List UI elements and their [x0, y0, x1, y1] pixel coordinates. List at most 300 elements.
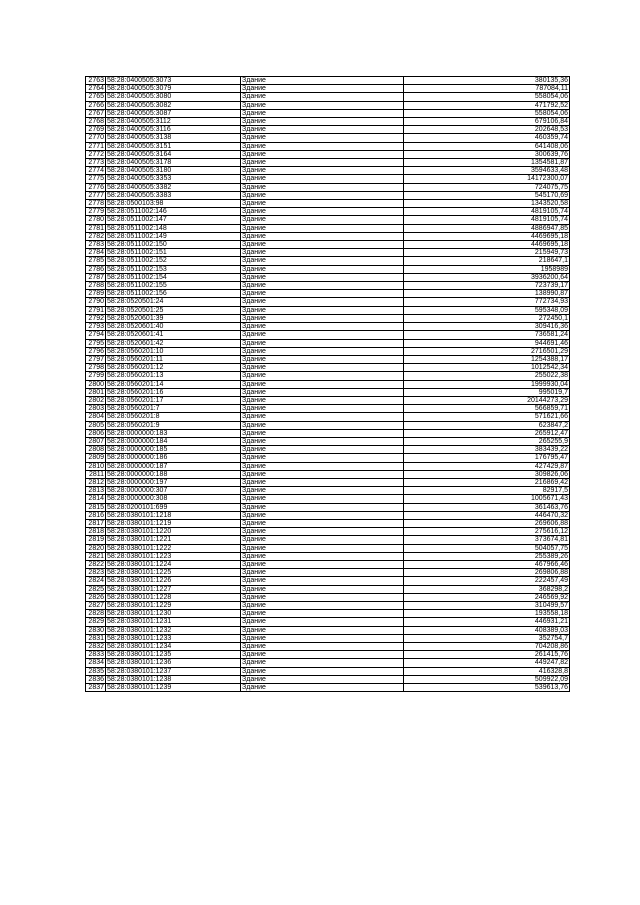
row-number-cell: 2837 — [86, 684, 106, 692]
cadastral-value-cell: 545170,69 — [404, 191, 570, 199]
object-type-cell: Здание — [241, 323, 404, 331]
table-row — [86, 134, 570, 142]
cadastral-number-cell: 58:28:0380101:1226 — [106, 577, 241, 585]
object-type-cell: Здание — [241, 675, 404, 683]
object-type-cell: Здание — [241, 421, 404, 429]
cadastral-number-cell: 58:28:0380101:1229 — [106, 602, 241, 610]
cadastral-value-cell: 1005671,43 — [404, 495, 570, 503]
object-type-cell: Здание — [241, 560, 404, 568]
cadastral-number-cell: 58:28:0560201:17 — [106, 396, 241, 404]
object-type-cell: Здание — [241, 142, 404, 150]
row-number-cell: 2806 — [86, 429, 106, 437]
table-row — [86, 273, 570, 281]
table-row — [86, 339, 570, 347]
cadastral-value-cell: 272450,1 — [404, 314, 570, 322]
table-row — [86, 208, 570, 216]
table-row — [86, 643, 570, 651]
cadastral-number-cell: 58:28:0511002:153 — [106, 265, 241, 273]
table-row — [86, 282, 570, 290]
cadastral-number-cell: 58:28:0560201:9 — [106, 421, 241, 429]
table-row — [86, 536, 570, 544]
row-number-cell: 2766 — [86, 101, 106, 109]
cadastral-number-cell: 58:28:0380101:1222 — [106, 544, 241, 552]
cadastral-number-cell: 58:28:0000000:185 — [106, 446, 241, 454]
object-type-cell: Здание — [241, 306, 404, 314]
cadastral-value-cell: 176795,47 — [404, 454, 570, 462]
object-type-cell: Здание — [241, 602, 404, 610]
object-type-cell: Здание — [241, 667, 404, 675]
object-type-cell: Здание — [241, 651, 404, 659]
cadastral-value-cell: 995019,7 — [404, 388, 570, 396]
object-type-cell: Здание — [241, 290, 404, 298]
object-type-cell: Здание — [241, 282, 404, 290]
object-type-cell: Здание — [241, 429, 404, 437]
cadastral-value-cell: 724075,75 — [404, 183, 570, 191]
object-type-cell: Здание — [241, 167, 404, 175]
cadastral-number-cell: 58:28:0520601:41 — [106, 331, 241, 339]
table-row — [86, 421, 570, 429]
cadastral-number-cell: 58:28:0520501:24 — [106, 298, 241, 306]
object-type-cell: Здание — [241, 200, 404, 208]
cadastral-value-cell: 269806,88 — [404, 569, 570, 577]
cadastral-number-cell: 58:28:0380101:1227 — [106, 585, 241, 593]
cadastral-value-cell: 216869,42 — [404, 478, 570, 486]
cadastral-value-cell: 416328,8 — [404, 667, 570, 675]
cadastral-value-cell: 275616,12 — [404, 528, 570, 536]
cadastral-number-cell: 58:28:0511002:151 — [106, 249, 241, 257]
cadastral-number-cell: 58:28:0000000:187 — [106, 462, 241, 470]
cadastral-value-cell: 383439,22 — [404, 446, 570, 454]
object-type-cell: Здание — [241, 396, 404, 404]
cadastral-value-cell: 1354581,87 — [404, 159, 570, 167]
cadastral-value-cell: 571621,66 — [404, 413, 570, 421]
object-type-cell: Здание — [241, 101, 404, 109]
cadastral-number-cell: 58:28:0400505:3087 — [106, 109, 241, 117]
table-row — [86, 503, 570, 511]
row-number-cell: 2810 — [86, 462, 106, 470]
table-row — [86, 175, 570, 183]
row-number-cell: 2790 — [86, 298, 106, 306]
object-type-cell: Здание — [241, 109, 404, 117]
row-number-cell: 2796 — [86, 347, 106, 355]
row-number-cell: 2772 — [86, 150, 106, 158]
object-type-cell: Здание — [241, 511, 404, 519]
table-row — [86, 306, 570, 314]
row-number-cell: 2807 — [86, 437, 106, 445]
cadastral-value-cell: 215949,73 — [404, 249, 570, 257]
cadastral-value-cell: 309416,36 — [404, 323, 570, 331]
cadastral-number-cell: 58:28:0380101:1220 — [106, 528, 241, 536]
row-number-cell: 2825 — [86, 585, 106, 593]
cadastral-value-cell: 787084,11 — [404, 85, 570, 93]
object-type-cell: Здание — [241, 380, 404, 388]
table-row — [86, 684, 570, 692]
table-row — [86, 519, 570, 527]
cadastral-number-cell: 58:28:0511002:156 — [106, 290, 241, 298]
row-number-cell: 2826 — [86, 593, 106, 601]
object-type-cell: Здание — [241, 273, 404, 281]
table-row — [86, 331, 570, 339]
cadastral-value-cell: 1012542,34 — [404, 364, 570, 372]
table-row — [86, 560, 570, 568]
object-type-cell: Здание — [241, 339, 404, 347]
cadastral-value-cell: 595348,09 — [404, 306, 570, 314]
cadastral-number-cell: 58:28:0560201:11 — [106, 355, 241, 363]
table-row — [86, 380, 570, 388]
cadastral-number-cell: 58:28:0000000:183 — [106, 429, 241, 437]
cadastral-number-cell: 58:28:0000000:307 — [106, 487, 241, 495]
table-row — [86, 364, 570, 372]
cadastral-value-cell: 504057,75 — [404, 544, 570, 552]
cadastral-value-cell: 509922,09 — [404, 675, 570, 683]
cadastral-number-cell: 58:28:0560201:7 — [106, 405, 241, 413]
row-number-cell: 2811 — [86, 470, 106, 478]
row-number-cell: 2801 — [86, 388, 106, 396]
cadastral-value-cell: 4469695,18 — [404, 232, 570, 240]
row-number-cell: 2816 — [86, 511, 106, 519]
object-type-cell: Здание — [241, 208, 404, 216]
row-number-cell: 2768 — [86, 118, 106, 126]
cadastral-value-cell: 82917,5 — [404, 487, 570, 495]
cadastral-number-cell: 58:28:0380101:1225 — [106, 569, 241, 577]
row-number-cell: 2814 — [86, 495, 106, 503]
object-type-cell: Здание — [241, 470, 404, 478]
cadastral-number-cell: 58:28:0000000:186 — [106, 454, 241, 462]
cadastral-value-cell: 944691,46 — [404, 339, 570, 347]
object-type-cell: Здание — [241, 216, 404, 224]
cadastral-value-cell: 255022,38 — [404, 372, 570, 380]
table-row — [86, 593, 570, 601]
object-type-cell: Здание — [241, 355, 404, 363]
table-row — [86, 454, 570, 462]
object-type-cell: Здание — [241, 314, 404, 322]
row-number-cell: 2763 — [86, 77, 106, 85]
cadastral-value-cell: 14172300,07 — [404, 175, 570, 183]
table-row — [86, 659, 570, 667]
table-row — [86, 109, 570, 117]
table-row — [86, 85, 570, 93]
row-number-cell: 2782 — [86, 232, 106, 240]
cadastral-number-cell: 58:28:0380101:1228 — [106, 593, 241, 601]
table-row — [86, 290, 570, 298]
table-row — [86, 118, 570, 126]
cadastral-number-cell: 58:28:0380101:1235 — [106, 651, 241, 659]
table-row — [86, 528, 570, 536]
object-type-cell: Здание — [241, 372, 404, 380]
cadastral-value-cell: 222457,49 — [404, 577, 570, 585]
cadastral-number-cell: 58:28:0511002:152 — [106, 257, 241, 265]
cadastral-value-cell: 310499,57 — [404, 602, 570, 610]
table-row — [86, 224, 570, 232]
cadastral-number-cell: 58:28:0560201:10 — [106, 347, 241, 355]
object-type-cell: Здание — [241, 569, 404, 577]
cadastral-value-cell: 427429,87 — [404, 462, 570, 470]
row-number-cell: 2785 — [86, 257, 106, 265]
cadastral-number-cell: 58:28:0380101:1230 — [106, 610, 241, 618]
table-row — [86, 232, 570, 240]
cadastral-value-cell: 723739,17 — [404, 282, 570, 290]
object-type-cell: Здание — [241, 577, 404, 585]
row-number-cell: 2829 — [86, 618, 106, 626]
object-type-cell: Здание — [241, 503, 404, 511]
cadastral-value-cell: 1999930,04 — [404, 380, 570, 388]
cadastral-number-cell: 58:28:0380101:1233 — [106, 634, 241, 642]
cadastral-value-cell: 3936200,64 — [404, 273, 570, 281]
object-type-cell: Здание — [241, 536, 404, 544]
cadastral-value-cell: 623847,2 — [404, 421, 570, 429]
cadastral-number-cell: 58:28:0400505:3151 — [106, 142, 241, 150]
row-number-cell: 2836 — [86, 675, 106, 683]
row-number-cell: 2777 — [86, 191, 106, 199]
object-type-cell: Здание — [241, 684, 404, 692]
table-row — [86, 372, 570, 380]
cadastral-number-cell: 58:28:0560201:13 — [106, 372, 241, 380]
row-number-cell: 2833 — [86, 651, 106, 659]
table-row — [86, 388, 570, 396]
cadastral-value-cell: 3594633,48 — [404, 167, 570, 175]
cadastral-number-cell: 58:28:0511002:148 — [106, 224, 241, 232]
row-number-cell: 2820 — [86, 544, 106, 552]
cadastral-value-cell: 20144273,29 — [404, 396, 570, 404]
row-number-cell: 2821 — [86, 552, 106, 560]
object-type-cell: Здание — [241, 85, 404, 93]
row-number-cell: 2818 — [86, 528, 106, 536]
object-type-cell: Здание — [241, 446, 404, 454]
cadastral-number-cell: 58:28:0000000:308 — [106, 495, 241, 503]
object-type-cell: Здание — [241, 191, 404, 199]
table-row — [86, 626, 570, 634]
cadastral-value-cell: 772734,93 — [404, 298, 570, 306]
row-number-cell: 2767 — [86, 109, 106, 117]
cadastral-number-cell: 58:28:0400505:3080 — [106, 93, 241, 101]
row-number-cell: 2812 — [86, 478, 106, 486]
object-type-cell: Здание — [241, 232, 404, 240]
row-number-cell: 2798 — [86, 364, 106, 372]
table-row — [86, 355, 570, 363]
row-number-cell: 2808 — [86, 446, 106, 454]
cadastral-number-cell: 58:28:0511002:147 — [106, 216, 241, 224]
object-type-cell: Здание — [241, 519, 404, 527]
cadastral-value-cell: 558054,06 — [404, 93, 570, 101]
cadastral-value-cell: 558054,06 — [404, 109, 570, 117]
row-number-cell: 2799 — [86, 372, 106, 380]
row-number-cell: 2834 — [86, 659, 106, 667]
cadastral-value-cell: 408389,03 — [404, 626, 570, 634]
row-number-cell: 2828 — [86, 610, 106, 618]
row-number-cell: 2781 — [86, 224, 106, 232]
cadastral-number-cell: 58:28:0380101:1223 — [106, 552, 241, 560]
cadastral-number-cell: 58:28:0380101:1224 — [106, 560, 241, 568]
cadastral-value-cell: 4886947,85 — [404, 224, 570, 232]
object-type-cell: Здание — [241, 495, 404, 503]
table-row — [86, 446, 570, 454]
row-number-cell: 2764 — [86, 85, 106, 93]
table-row — [86, 101, 570, 109]
object-type-cell: Здание — [241, 134, 404, 142]
cadastral-value-cell: 1343520,58 — [404, 200, 570, 208]
cadastral-number-cell: 58:28:0400505:3383 — [106, 191, 241, 199]
cadastral-number-cell: 58:28:0560201:8 — [106, 413, 241, 421]
table-row — [86, 634, 570, 642]
table-row — [86, 437, 570, 445]
row-number-cell: 2787 — [86, 273, 106, 281]
cadastral-number-cell: 58:28:0380101:1239 — [106, 684, 241, 692]
object-type-cell: Здание — [241, 364, 404, 372]
cadastral-number-cell: 58:28:0380101:1237 — [106, 667, 241, 675]
row-number-cell: 2779 — [86, 208, 106, 216]
object-type-cell: Здание — [241, 405, 404, 413]
cadastral-value-cell: 138990,87 — [404, 290, 570, 298]
object-type-cell: Здание — [241, 643, 404, 651]
cadastral-number-cell: 58:28:0400505:3138 — [106, 134, 241, 142]
cadastral-value-cell: 736581,24 — [404, 331, 570, 339]
cadastral-number-cell: 58:28:0400505:3178 — [106, 159, 241, 167]
cadastral-number-cell: 58:28:0380101:1219 — [106, 519, 241, 527]
table-row — [86, 478, 570, 486]
row-number-cell: 2819 — [86, 536, 106, 544]
table-row — [86, 241, 570, 249]
row-number-cell: 2831 — [86, 634, 106, 642]
cadastral-value-cell: 2716501,29 — [404, 347, 570, 355]
cadastral-value-cell: 265255,9 — [404, 437, 570, 445]
object-type-cell: Здание — [241, 77, 404, 85]
cadastral-number-cell: 58:28:0400505:3164 — [106, 150, 241, 158]
table-row — [86, 159, 570, 167]
row-number-cell: 2804 — [86, 413, 106, 421]
object-type-cell: Здание — [241, 593, 404, 601]
cadastral-value-cell: 261415,76 — [404, 651, 570, 659]
row-number-cell: 2809 — [86, 454, 106, 462]
cadastral-value-cell: 265912,47 — [404, 429, 570, 437]
cadastral-value-cell: 380135,36 — [404, 77, 570, 85]
cadastral-number-cell: 58:28:0500103:98 — [106, 200, 241, 208]
cadastral-value-cell: 269606,88 — [404, 519, 570, 527]
table-row — [86, 257, 570, 265]
row-number-cell: 2803 — [86, 405, 106, 413]
table-row — [86, 487, 570, 495]
row-number-cell: 2823 — [86, 569, 106, 577]
table-row — [86, 191, 570, 199]
row-number-cell: 2771 — [86, 142, 106, 150]
row-number-cell: 2817 — [86, 519, 106, 527]
cadastral-number-cell: 58:28:0400505:3073 — [106, 77, 241, 85]
object-type-cell: Здание — [241, 528, 404, 536]
table-row — [86, 429, 570, 437]
cadastral-number-cell: 58:28:0520601:40 — [106, 323, 241, 331]
object-type-cell: Здание — [241, 462, 404, 470]
cadastral-number-cell: 58:28:0400505:3353 — [106, 175, 241, 183]
cadastral-value-cell: 566859,71 — [404, 405, 570, 413]
table-row — [86, 667, 570, 675]
row-number-cell: 2769 — [86, 126, 106, 134]
object-type-cell: Здание — [241, 150, 404, 158]
row-number-cell: 2805 — [86, 421, 106, 429]
table-row — [86, 618, 570, 626]
table-row — [86, 323, 570, 331]
cadastral-number-cell: 58:28:0511002:154 — [106, 273, 241, 281]
cadastral-number-cell: 58:28:0511002:146 — [106, 208, 241, 216]
cadastral-number-cell: 58:28:0560201:16 — [106, 388, 241, 396]
row-number-cell: 2784 — [86, 249, 106, 257]
table-row — [86, 150, 570, 158]
cadastral-number-cell: 58:28:0000000:197 — [106, 478, 241, 486]
object-type-cell: Здание — [241, 183, 404, 191]
cadastral-number-cell: 58:28:0380101:1232 — [106, 626, 241, 634]
object-type-cell: Здание — [241, 552, 404, 560]
cadastral-value-cell: 539613,76 — [404, 684, 570, 692]
table-row — [86, 298, 570, 306]
table-row — [86, 569, 570, 577]
table-row — [86, 577, 570, 585]
object-type-cell: Здание — [241, 413, 404, 421]
cadastral-number-cell: 58:28:0380101:1218 — [106, 511, 241, 519]
object-type-cell: Здание — [241, 93, 404, 101]
cadastral-value-cell: 704208,86 — [404, 643, 570, 651]
table-row — [86, 200, 570, 208]
table-row — [86, 142, 570, 150]
row-number-cell: 2830 — [86, 626, 106, 634]
row-number-cell: 2765 — [86, 93, 106, 101]
table-row — [86, 347, 570, 355]
row-number-cell: 2783 — [86, 241, 106, 249]
row-number-cell: 2797 — [86, 355, 106, 363]
object-type-cell: Здание — [241, 454, 404, 462]
object-type-cell: Здание — [241, 347, 404, 355]
table-row — [86, 602, 570, 610]
object-type-cell: Здание — [241, 159, 404, 167]
row-number-cell: 2795 — [86, 339, 106, 347]
row-number-cell: 2822 — [86, 560, 106, 568]
object-type-cell: Здание — [241, 298, 404, 306]
cadastral-number-cell: 58:28:0511002:155 — [106, 282, 241, 290]
table-row — [86, 93, 570, 101]
cadastral-value-cell: 446931,21 — [404, 618, 570, 626]
cadastral-value-cell: 361463,76 — [404, 503, 570, 511]
cadastral-number-cell: 58:28:0400505:3079 — [106, 85, 241, 93]
cadastral-number-cell: 58:28:0000000:184 — [106, 437, 241, 445]
table-row — [86, 495, 570, 503]
cadastral-value-cell: 1958989 — [404, 265, 570, 273]
table-row — [86, 511, 570, 519]
cadastral-number-cell: 58:28:0400505:3112 — [106, 118, 241, 126]
object-type-cell: Здание — [241, 610, 404, 618]
table-row — [86, 544, 570, 552]
row-number-cell: 2792 — [86, 314, 106, 322]
table-row — [86, 396, 570, 404]
cadastral-number-cell: 58:28:0560201:12 — [106, 364, 241, 372]
object-type-cell: Здание — [241, 544, 404, 552]
cadastral-value-cell: 193558,18 — [404, 610, 570, 618]
cadastral-value-cell: 309826,06 — [404, 470, 570, 478]
object-type-cell: Здание — [241, 175, 404, 183]
object-type-cell: Здание — [241, 585, 404, 593]
object-type-cell: Здание — [241, 437, 404, 445]
cadastral-value-cell: 4819105,74 — [404, 216, 570, 224]
table-row — [86, 585, 570, 593]
table-row — [86, 610, 570, 618]
row-number-cell: 2802 — [86, 396, 106, 404]
cadastral-value-cell: 4819105,74 — [404, 208, 570, 216]
cadastral-number-cell: 58:28:0520601:42 — [106, 339, 241, 347]
cadastral-number-cell: 58:28:0380101:1238 — [106, 675, 241, 683]
cadastral-value-cell: 352754,7 — [404, 634, 570, 642]
object-type-cell: Здание — [241, 487, 404, 495]
cadastral-number-cell: 58:28:0200101:699 — [106, 503, 241, 511]
cadastral-value-cell: 679106,84 — [404, 118, 570, 126]
cadastral-number-cell: 58:28:0380101:1231 — [106, 618, 241, 626]
cadastral-value-cell: 641408,06 — [404, 142, 570, 150]
row-number-cell: 2774 — [86, 167, 106, 175]
